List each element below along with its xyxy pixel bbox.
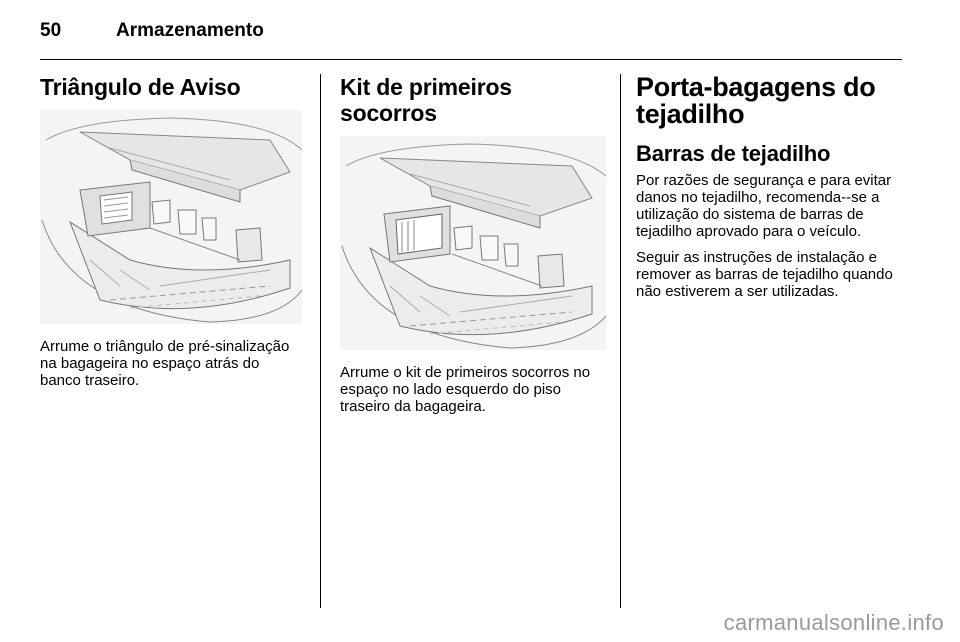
section-first-aid-kit [340,74,606,415]
car-trunk-first-aid-kit-illustration [340,136,606,350]
column-divider-2 [620,74,621,608]
section-roof-rack [636,74,904,300]
section-paragraph-2: Seguir as instruções de instalação e remover as barras de tejadilho quando não estiverem a ser utilizadas. [636,249,893,300]
section-text: Arrume o triângulo de pré-sinalização na bagageira no espaço atrás do banco traseiro. [40,338,290,389]
chapter-title: Armazenamento [116,20,264,41]
section-heading: Kit de primeiros socorros [340,74,512,126]
section-warning-triangle [40,74,302,389]
section-text: Arrume o kit de primeiros socorros no espaço no lado esquerdo do piso traseiro da bagageira. [340,364,591,415]
section-paragraph-1: Por razões de segurança e para evitar danos no tejadilho, recomenda--se a utilização do sistema de barras de tejadilho aprovado para o veículo. [636,172,892,240]
page-header [40,18,902,60]
header-rule [40,59,902,60]
car-trunk-warning-triangle-illustration [40,110,302,324]
section-heading: Porta-bagagens do tejadilho [636,72,876,129]
section-heading: Triângulo de Aviso [40,74,241,100]
page-number: 50 [40,20,62,41]
watermark: carmanualsonline.info [723,610,944,635]
column-divider-1 [320,74,321,608]
section-subheading: Barras de tejadilho [636,141,831,166]
